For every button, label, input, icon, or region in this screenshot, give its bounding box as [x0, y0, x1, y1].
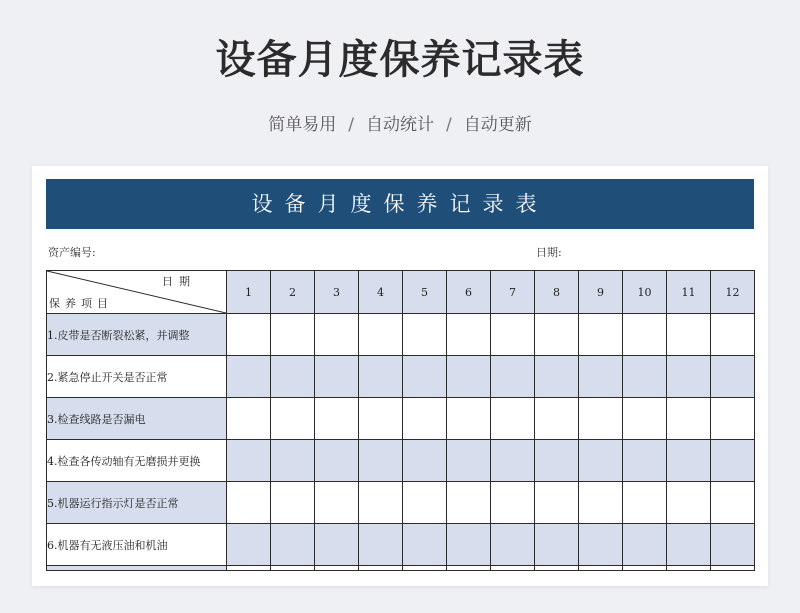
record-cell[interactable] — [491, 482, 535, 524]
record-cell[interactable] — [359, 356, 403, 398]
table-row — [47, 524, 755, 566]
record-cell[interactable] — [227, 314, 271, 356]
table-row — [47, 356, 755, 398]
corner-label-items: 保养项目 — [49, 297, 113, 310]
subtitle-separator: / — [446, 115, 452, 135]
record-cell[interactable] — [667, 398, 711, 440]
record-cell[interactable] — [579, 440, 623, 482]
record-cell[interactable] — [315, 440, 359, 482]
record-cell[interactable] — [579, 356, 623, 398]
record-cell[interactable] — [579, 314, 623, 356]
record-cell[interactable] — [359, 482, 403, 524]
date-label: 日期: — [536, 246, 562, 259]
record-cell[interactable] — [359, 314, 403, 356]
record-cell[interactable] — [491, 440, 535, 482]
subtitle-item-auto-stats: 自动统计 — [366, 115, 434, 135]
record-cell[interactable] — [535, 524, 579, 566]
day-header: 9 — [579, 271, 623, 314]
record-cell[interactable] — [227, 482, 271, 524]
record-cell[interactable] — [667, 314, 711, 356]
record-cell[interactable] — [623, 398, 667, 440]
maintenance-item: 3.检查线路是否漏电 — [47, 398, 227, 440]
record-cell[interactable] — [447, 356, 491, 398]
day-header: 7 — [491, 271, 535, 314]
maintenance-item: 5.机器运行指示灯是否正常 — [47, 482, 227, 524]
record-cell[interactable] — [623, 314, 667, 356]
day-header: 11 — [667, 271, 711, 314]
record-cell[interactable] — [271, 440, 315, 482]
record-cell[interactable] — [711, 440, 755, 482]
record-cell[interactable] — [271, 314, 315, 356]
record-cell[interactable] — [711, 524, 755, 566]
record-cell[interactable] — [447, 314, 491, 356]
record-cell[interactable] — [271, 482, 315, 524]
subtitle — [0, 112, 800, 138]
record-cell[interactable] — [447, 482, 491, 524]
record-cell[interactable] — [315, 356, 359, 398]
subtitle-item-easy: 简单易用 — [268, 115, 337, 135]
day-header: 4 — [359, 271, 403, 314]
table-row — [47, 314, 755, 356]
day-header: 5 — [403, 271, 447, 314]
record-cell[interactable] — [491, 398, 535, 440]
record-cell[interactable] — [315, 314, 359, 356]
page-title: 设备月度保养记录表 — [215, 37, 585, 83]
record-cell[interactable] — [447, 524, 491, 566]
record-cell[interactable] — [623, 524, 667, 566]
table-row — [47, 482, 755, 524]
record-cell[interactable] — [579, 482, 623, 524]
table-row — [47, 398, 755, 440]
record-cell[interactable] — [271, 356, 315, 398]
record-cell[interactable] — [359, 398, 403, 440]
subtitle-item-auto-update: 自动更新 — [463, 115, 532, 135]
record-cell[interactable] — [711, 356, 755, 398]
day-header: 3 — [315, 271, 359, 314]
record-cell[interactable] — [227, 356, 271, 398]
day-header: 12 — [711, 271, 755, 314]
record-cell[interactable] — [711, 482, 755, 524]
day-header: 10 — [623, 271, 667, 314]
day-header: 6 — [447, 271, 491, 314]
record-cell[interactable] — [491, 314, 535, 356]
table-row — [47, 440, 755, 482]
record-cell[interactable] — [447, 440, 491, 482]
maintenance-item: 2.紧急停止开关是否正常 — [47, 356, 227, 398]
corner-header-cell — [47, 271, 227, 314]
record-cell[interactable] — [535, 398, 579, 440]
record-cell[interactable] — [579, 524, 623, 566]
record-cell[interactable] — [491, 524, 535, 566]
record-cell[interactable] — [315, 482, 359, 524]
record-cell[interactable] — [403, 356, 447, 398]
spreadsheet-preview — [32, 166, 768, 586]
record-cell[interactable] — [711, 314, 755, 356]
record-cell[interactable] — [535, 482, 579, 524]
day-header: 2 — [271, 271, 315, 314]
corner-label-date: 日期 — [162, 275, 196, 288]
day-header: 1 — [227, 271, 271, 314]
record-cell[interactable] — [623, 356, 667, 398]
maintenance-item: 4.检查各传动轴有无磨损并更换 — [47, 440, 227, 482]
record-cell[interactable] — [271, 524, 315, 566]
record-cell[interactable] — [359, 440, 403, 482]
record-cell[interactable] — [315, 524, 359, 566]
record-cell[interactable] — [667, 482, 711, 524]
maintenance-table — [46, 270, 755, 571]
record-cell[interactable] — [491, 356, 535, 398]
record-cell[interactable] — [711, 398, 755, 440]
record-cell[interactable] — [271, 398, 315, 440]
record-cell[interactable] — [579, 398, 623, 440]
record-cell[interactable] — [403, 482, 447, 524]
record-cell[interactable] — [403, 314, 447, 356]
record-cell[interactable] — [359, 524, 403, 566]
record-cell[interactable] — [403, 524, 447, 566]
record-cell[interactable] — [535, 440, 579, 482]
subtitle-separator: / — [348, 115, 354, 135]
record-cell[interactable] — [623, 482, 667, 524]
record-cell[interactable] — [227, 398, 271, 440]
record-cell[interactable] — [227, 440, 271, 482]
sheet-banner-title: 设备月度保养记录表 — [46, 179, 754, 229]
record-cell[interactable] — [315, 398, 359, 440]
record-cell[interactable] — [623, 440, 667, 482]
asset-number-label: 资产编号: — [48, 246, 96, 259]
record-cell[interactable] — [447, 398, 491, 440]
record-cell[interactable] — [403, 440, 447, 482]
record-cell[interactable] — [667, 524, 711, 566]
record-cell[interactable] — [667, 356, 711, 398]
record-cell[interactable] — [403, 398, 447, 440]
table-row-cutoff — [47, 566, 755, 571]
record-cell[interactable] — [535, 314, 579, 356]
maintenance-item: 6.机器有无液压油和机油 — [47, 524, 227, 566]
record-cell[interactable] — [227, 524, 271, 566]
record-cell[interactable] — [535, 356, 579, 398]
record-cell[interactable] — [667, 440, 711, 482]
maintenance-item-cutoff — [47, 566, 227, 571]
maintenance-item: 1.皮带是否断裂松紧，并调整 — [47, 314, 227, 356]
day-header: 8 — [535, 271, 579, 314]
table-header-row — [47, 271, 755, 314]
